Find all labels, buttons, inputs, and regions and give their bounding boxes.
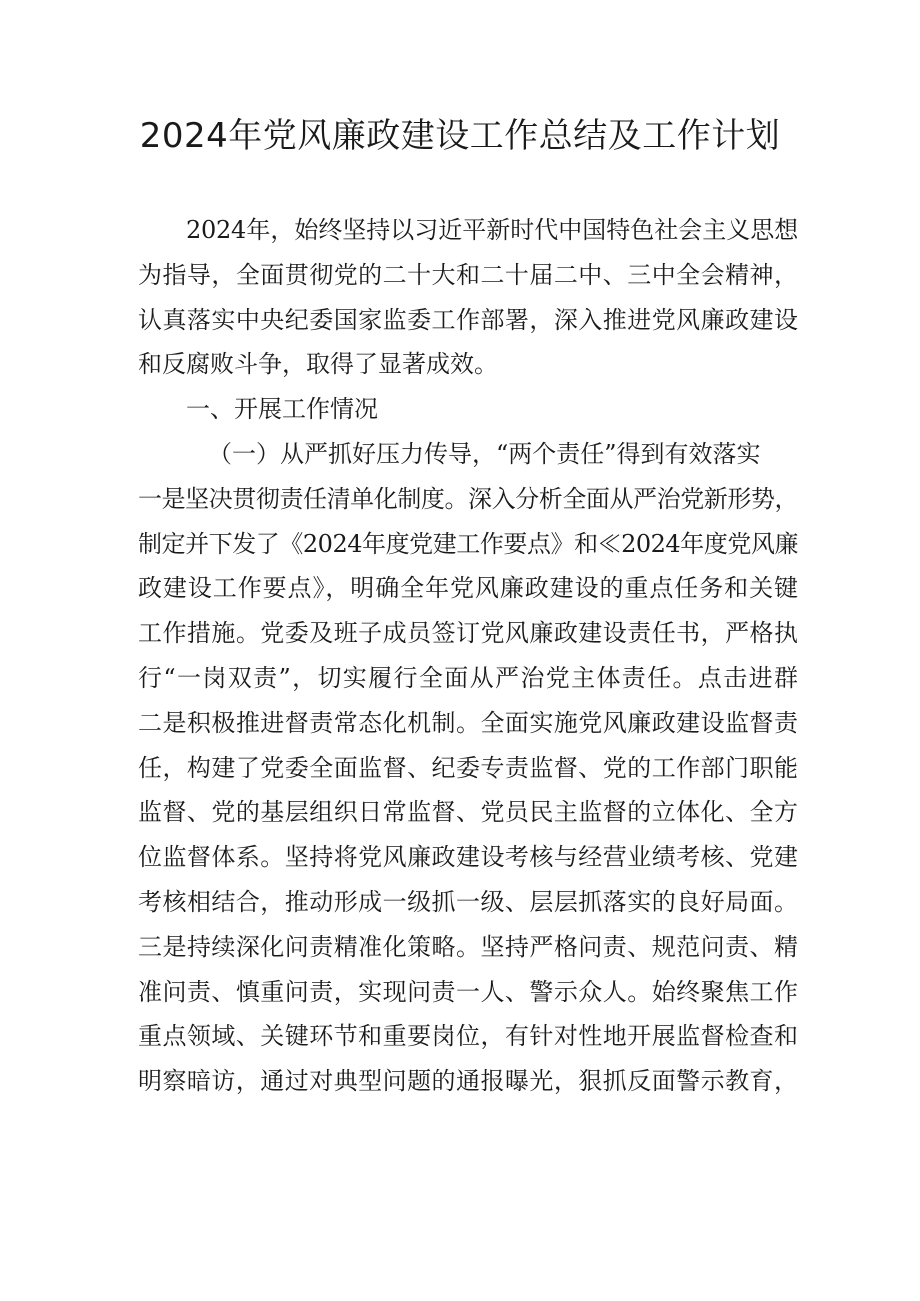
paragraph-line: 明察暗访，通过对典型问题的通报曝光，狠抓反面警示教育，: [138, 1067, 798, 1096]
paragraph-line: 工作措施。党委及班子成员签订党风廉政建设责任书，严格执: [138, 619, 798, 648]
paragraph-line: 一是坚决贯彻责任清单化制度。深入分析全面从严治党新形势，: [138, 484, 798, 513]
paragraph-line: 制定并下发了《2024年度党建工作要点》和≪2024年度党风廉: [138, 529, 798, 558]
paragraph-line: 重点领域、关键环节和重要岗位，有针对性地开展监督检查和: [138, 1022, 798, 1051]
paragraph-line: 和反腐败斗争，取得了显著成效。: [138, 350, 498, 379]
paragraph-line: 认真落实中央纪委国家监委工作部署，深入推进党风廉政建设: [138, 305, 798, 334]
paragraph-line: 监督、党的基层组织日常监督、党员民主监督的立体化、全方: [138, 798, 798, 827]
document-title: 2024年党风廉政建设工作总结及工作计划: [139, 116, 781, 156]
subsection-heading: （一）从严抓好压力传导，“两个责任”得到有效落实: [208, 439, 761, 468]
paragraph-line: 政建设工作要点》，明确全年党风廉政建设的重点任务和关键: [138, 574, 798, 603]
paragraph-line: 2024年，始终坚持以习近平新时代中国特色社会主义思想: [186, 216, 798, 244]
document-body: [138, 208, 798, 1104]
paragraph-line: 二是积极推进督责常态化机制。全面实施党风廉政建设监督责: [138, 708, 798, 737]
paragraph-line: 行“一岗双责”，切实履行全面从严治党主体责任。点击进群: [138, 663, 798, 692]
section-heading: 一、开展工作情况: [186, 395, 378, 424]
paragraph-line: 准问责、慎重问责，实现问责一人、警示众人。始终聚焦工作: [138, 977, 798, 1006]
paragraph-line: 为指导，全面贯彻党的二十大和二十届二中、三中全会精神，: [138, 260, 798, 289]
paragraph-line: 任，构建了党委全面监督、纪委专责监督、党的工作部门职能: [138, 753, 798, 782]
paragraph-line: 考核相结合，推动形成一级抓一级、层层抓落实的良好局面。: [138, 887, 798, 916]
paragraph-line: 位监督体系。坚持将党风廉政建设考核与经营业绩考核、党建: [138, 843, 798, 872]
paragraph-line: 三是持续深化问责精准化策略。坚持严格问责、规范问责、精: [138, 932, 798, 961]
